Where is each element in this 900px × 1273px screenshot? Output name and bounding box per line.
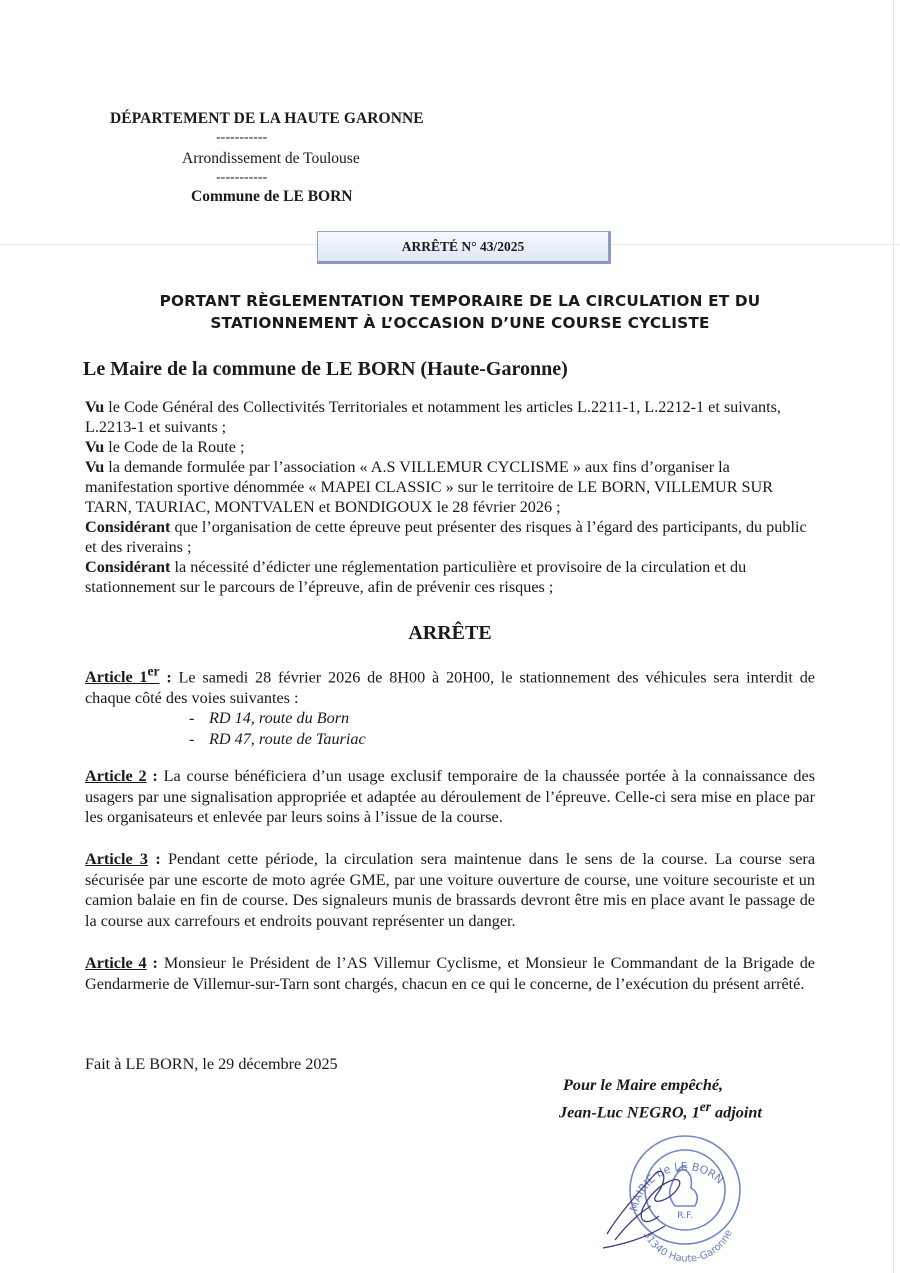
consideration-item: Vu le Code de la Route ; — [85, 438, 245, 456]
svg-text:31340 Haute-Garonne — [641, 1228, 735, 1262]
article-3-label: Article 3 — [85, 850, 149, 868]
considerations — [85, 397, 815, 597]
header-separator-2: ----------- — [216, 170, 268, 185]
maire-title: Le Maire de la commune de LE BORN (Haute-Garonne) — [83, 358, 568, 380]
consideration-item: Vu la demande formulée par l’association « A.S VILLEMUR CYCLISME » aux fins d’organiser la manifestation sportive dénommée « MAPEI CLASSIC » sur le territoire de LE BORN, VILLEMUR SUR TARN, TAURIAC, MONTVALEN et BONDIGOUX le 28 février 2026 ; — [85, 458, 774, 516]
article-4-label: Article 4 — [85, 954, 147, 972]
article-1-label: Article 1er — [85, 664, 160, 687]
road-item: - RD 47, route de Tauriac — [189, 729, 815, 750]
article-3-text: Pendant cette période, la circulation sera maintenue dans le sens de la course. La course sera sécurisée par une escorte de moto agrée GME, par une voiture ouverture de course, une voiture secouriste et un camion balaie en fin de course. Des signaleurs munis de brassards devront être mis en place avant le passage de la course aux carrefours et endroits pouvant représenter un danger. — [85, 850, 815, 930]
road-item: - RD 14, route du Born — [189, 708, 815, 729]
signature-line-2: Jean-Luc NEGRO, 1er adjoint — [559, 1099, 762, 1122]
header-commune: Commune de LE BORN — [191, 188, 353, 205]
consideration-item: Vu le Code Général des Collectivités Territoriales et notamment les articles L.2211-1, L.2212-1 et suivants, L.2213-1 et suivants ; — [85, 398, 781, 436]
stamp-arc-text: MAIRIE de LE BORN — [627, 1159, 726, 1213]
arrete-subject — [80, 290, 840, 334]
arrete-number: ARRÊTÉ N° 43/2025 — [401, 238, 525, 254]
article-1: Article 1er : Le samedi 28 février 2026 de 8H00 à 20H00, le stationnement des véhicules sera interdit de chaque côté des voies suivantes : - RD 14, route du Born - RD 47, route de Tauriac — [85, 662, 815, 750]
arrete-number-box — [317, 231, 611, 264]
article-4: Article 4 : Monsieur le Président de l’AS Villemur Cyclisme, et Monsieur le Commandant de la Brigade de Gendarmerie de Villemur-sur-Tarn sont chargés, chacun en ce qui le concerne, de l’exécution du présent arrêté. — [85, 954, 815, 993]
mairie-stamp-and-signature — [585, 1122, 755, 1262]
article-2-text: La course bénéficiera d’un usage exclusif temporaire de la chaussée portée à la connaissance des usagers par une signalisation appropriée et adaptée au déroulement de l’épreuve. Celle-ci sera mise en place par les organisateurs et enlevée par leurs soins à l’issue de la course. — [85, 767, 816, 826]
header-department: DÉPARTEMENT DE LA HAUTE GARONNE — [110, 110, 424, 127]
header-separator: ----------- — [216, 130, 268, 145]
article-3: Article 3 : Pendant cette période, la circulation sera maintenue dans le sens de la course. La course sera sécurisée par une escorte de moto agrée GME, par une voiture ouverture de course, une voiture secouriste et un camion balaie en fin de course. Des signaleurs munis de brassards devront être mis en place avant le passage de la course aux carrefours et endroits pouvant représenter un danger. — [85, 850, 815, 930]
arrete-heading: ARRÊTE — [408, 622, 492, 644]
stamp-bottom-text: 31340 Haute-Garonne — [640, 1228, 735, 1262]
header-arrondissement: Arrondissement de Toulouse — [182, 150, 360, 167]
consideration-item: Considérant que l’organisation de cette épreuve peut présenter des risques à l’égard des participants, du public et des riverains ; — [85, 518, 807, 556]
subject-line-2: STATIONNEMENT À L’OCCASION D’UNE COURSE CYCLISTE — [210, 314, 710, 332]
fait-a-date: Fait à LE BORN, le 29 décembre 2025 — [85, 1055, 338, 1073]
signature-line-1: Pour le Maire empêché, — [563, 1076, 724, 1094]
subject-line-1: PORTANT RÈGLEMENTATION TEMPORAIRE DE LA CIRCULATION ET DU — [159, 292, 761, 310]
article-2: Article 2 : La course bénéficiera d’un usage exclusif temporaire de la chaussée portée à la connaissance des usagers par une signalisation appropriée et adaptée au déroulement de l’épreuve. Celle-ci sera mise en place par les organisateurs et enlevée par leurs soins à l’issue de la course. — [85, 767, 816, 826]
svg-text:MAIRIE de LE BORN — [627, 1160, 726, 1213]
stamp-center-text: R.F. — [677, 1211, 693, 1221]
article-1-text: Le samedi 28 février 2026 de 8H00 à 20H00, le stationnement des véhicules sera interdit de chaque côté des voies suivantes : — [85, 668, 815, 707]
article-4-text: Monsieur le Président de l’AS Villemur Cyclisme, et Monsieur le Commandant de la Brigade de Gendarmerie de Villemur-sur-Tarn sont chargés, chacun en ce qui le concerne, de l’exécution du présent arrêté. — [85, 954, 815, 993]
article-2-label: Article 2 — [85, 767, 147, 785]
road-list — [85, 708, 815, 750]
consideration-item: Considérant la nécessité d’édicter une réglementation particulière et provisoire de la circulation et du stationnement sur le parcours de l’épreuve, afin de prévenir ces risques ; — [85, 558, 747, 596]
